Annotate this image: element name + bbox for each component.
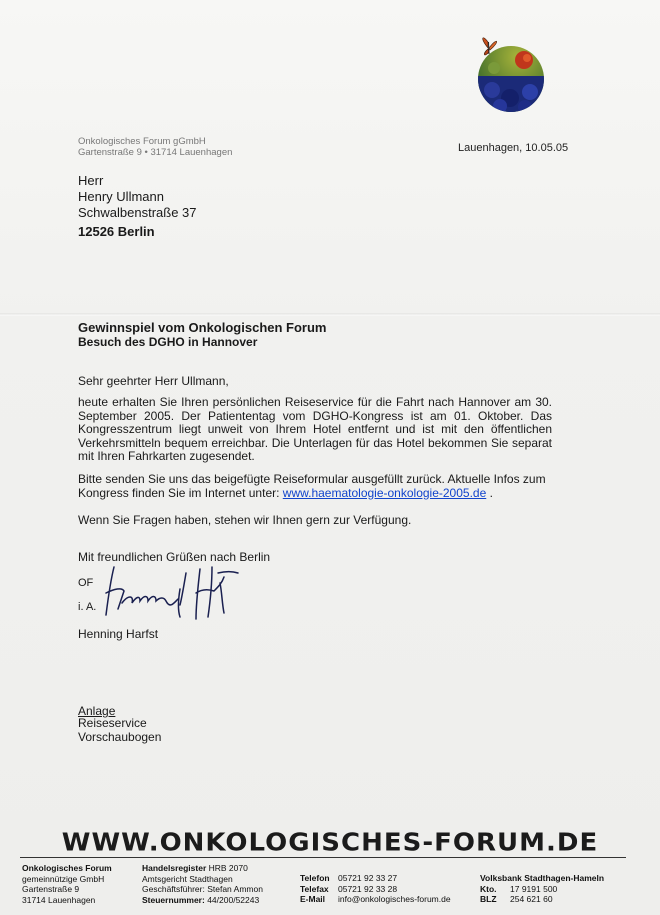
congress-website-link[interactable]: www.haematologie-onkologie-2005.de [282, 485, 487, 500]
footer-phone: 05721 92 33 27 [338, 873, 398, 883]
footer-tax-value: 44/200/52243 [207, 894, 260, 905]
recipient-city: 12526 Berlin [78, 224, 155, 239]
footer-ceo: Geschäftsführer: Stefan Ammon [142, 884, 263, 894]
footer-divider [20, 857, 626, 858]
sender-name: Onkologisches Forum gGmbH [78, 136, 206, 147]
sender-block [78, 136, 232, 158]
sender-address: Gartenstraße 9 • 31714 Lauenhagen [78, 147, 233, 158]
attachment-item: Reiseservice [78, 716, 147, 730]
attachment-item: Vorschaubogen [78, 729, 162, 744]
recipient-address [78, 173, 197, 221]
footer-fax-label: Telefax [300, 883, 329, 894]
footer-register-value: HRB 2070 [208, 863, 248, 873]
footer-account-label: Kto. [480, 883, 497, 894]
footer-register [142, 863, 292, 905]
footer-phone-label: Telefon [300, 873, 330, 883]
footer-contact [300, 873, 470, 905]
signature-icon [100, 563, 250, 623]
footer-blz-label: BLZ [480, 894, 497, 904]
footer-email-label: E-Mail [300, 894, 326, 904]
attachments-list [78, 717, 161, 744]
subject [78, 320, 326, 350]
footer-tax-label: Steuernummer: [142, 894, 205, 905]
footer-blz: 254 621 60 [510, 894, 553, 904]
footer-company-street: Gartenstraße 9 [22, 884, 80, 894]
paragraph-1: heute erhalten Sie Ihren persönlichen Reiseservice für die Fahrt nach Hannover am 30. September 2005. Der Patiententag vom DGHO-Kongress ist am 01. Oktober. Das Kongresszentrum liegt unweit von Ihrem Hotel entfernt und ist mit den öffentlichen Verkehrsmitteln bequem erreichbar. Die Unterlagen für das Hotel bekommen Sie separat mit Ihren Fahrkarten zugesendet. [78, 395, 552, 463]
footer-company-type: gemeinnützige GmbH [22, 873, 105, 884]
signer-name: Henning Harfst [78, 627, 159, 641]
org-abbreviation: OF [78, 577, 94, 589]
on-behalf: i. A. [78, 601, 97, 613]
footer-email[interactable]: info@onkologisches-forum.de [338, 894, 451, 904]
recipient-salutation: Herr [78, 173, 104, 188]
footer-company [22, 863, 142, 905]
paragraph-3: Wenn Sie Fragen haben, stehen wir Ihnen gern zur Verfügung. [78, 513, 412, 527]
subject-line-1: Gewinnspiel vom Onkologischen Forum [78, 320, 327, 335]
footer-bank [480, 873, 640, 905]
footer-company-name: Onkologisches Forum [22, 863, 112, 873]
paragraph-2 [78, 473, 552, 500]
brand-url-banner: WWW.ONKOLOGISCHES-FORUM.DE [61, 828, 599, 858]
letter-date: Lauenhagen, 10.05.05 [458, 142, 569, 154]
footer-register-label: Handelsregister [142, 863, 207, 873]
footer-company-city: 31714 Lauenhagen [22, 894, 96, 905]
footer-account: 17 9191 500 [510, 883, 558, 894]
footer-fax: 05721 92 33 28 [338, 883, 398, 894]
greeting: Sehr geehrter Herr Ullmann, [78, 374, 229, 388]
paragraph-2-end: . [486, 485, 493, 500]
closing: Mit freundlichen Grüßen nach Berlin [78, 550, 271, 564]
footer-court: Amtsgericht Stadthagen [142, 873, 233, 884]
subject-line-2: Besuch des DGHO in Hannover [78, 335, 258, 349]
paragraph-2-text: Bitte senden Sie uns das beigefügte Reiseformular ausgefüllt zurück. Aktuelle Infos zum Kongress finden Sie im Internet unter: [78, 472, 546, 500]
recipient-street: Schwalbenstraße 37 [78, 205, 197, 220]
footer-bank-name: Volksbank Stadthagen-Hameln [480, 873, 605, 883]
paper-fold [0, 313, 660, 316]
recipient-name: Henry Ullmann [78, 189, 164, 204]
attachments-heading: Anlage [78, 704, 116, 718]
forum-logo-icon [470, 32, 550, 114]
